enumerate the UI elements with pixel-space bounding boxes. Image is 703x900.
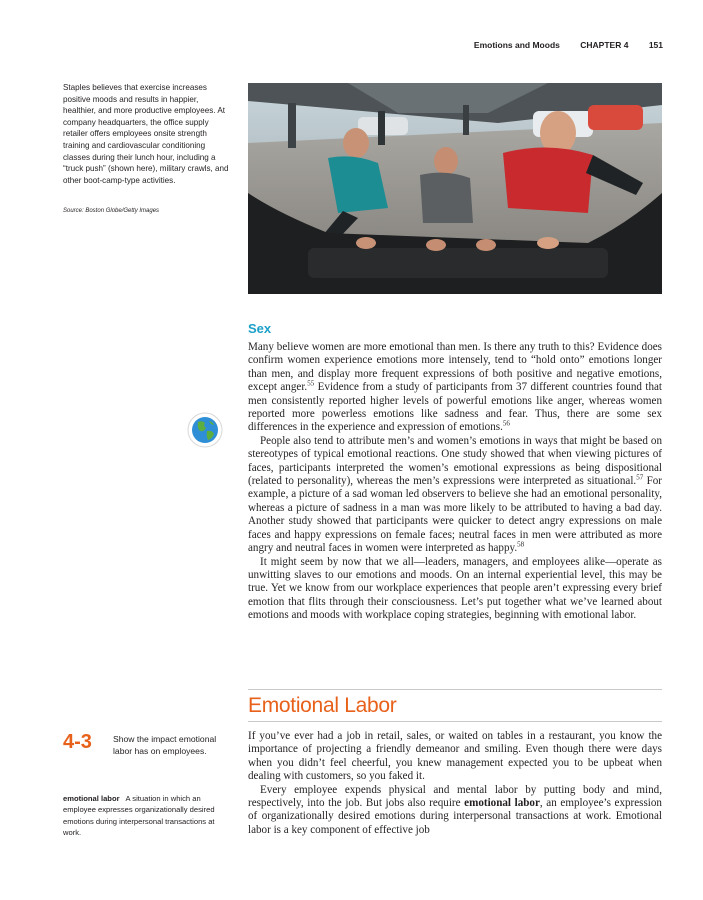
- running-header: [474, 40, 663, 50]
- paragraph: [248, 784, 662, 838]
- photo-source: Source: Boston Globe/Getty Images: [63, 208, 160, 214]
- paragraph: It might seem by now that we all—leaders, managers, and employees alike—operate as unwitting slaves to our emotions and moods. On an internal experiential level, this may be true. Yet we know from our workplace experiences that people aren’t expressing every brief emotion that flits through their consciousness. Let’s put together what we’ve learned about emotions and moods with workplace coping strategies, beginning with emotional labor.: [248, 555, 662, 622]
- learning-objective-number: 4-3: [63, 731, 92, 753]
- exercise-photo: [248, 83, 662, 294]
- page-number: 151: [648, 40, 663, 50]
- header-section-title: Emotions and Moods: [473, 40, 560, 50]
- photo-exercise-truck-push-icon: [248, 83, 662, 294]
- paragraph: [248, 341, 662, 435]
- header-chapter: CHAPTER 4: [580, 40, 629, 50]
- margin-glossary: [63, 793, 231, 839]
- section-divider: [248, 721, 662, 722]
- section-heading-sex: Sex: [248, 321, 272, 336]
- paragraph: If you’ve ever had a job in retail, sales, or waited on tables in a restaurant, you know the importance of projecting a friendly demeanor and smiling. Even though there were days when you didn’t feel cheerful, you knew management expected you to be upbeat when dealing with customers, so you faked it.: [248, 730, 662, 783]
- paragraph-text: Every employee expends physical and mental labor by putting body and mind, respectively, into the job. But jobs also require: [248, 783, 662, 810]
- sex-section-body: [248, 341, 662, 623]
- paragraph-text: For example, a picture of a sad woman led observers to believe she had an emotional personality, whereas a picture of sadness in a man was more likely to be attributed to having a bad day. Another study showed that participants were quicker to detect angry expressions on male faces and happy expressions on female faces; neutral faces in men were attributed as more angry and neutral faces in women were interpreted as happy.: [248, 475, 662, 555]
- key-term: emotional labor: [464, 797, 540, 810]
- footnote-ref: 55: [307, 379, 315, 388]
- photo-caption: Staples believes that exercise increases positive moods and results in happier, healthier, and more productive employees. At company headquarters, the office supply retailer offers employees onsite strength training and cardiovascular conditioning classes during their lunch hour, including a “truck push” (shown here), military crawls, and other boot-camp-type activities.: [63, 83, 229, 185]
- learning-objective-text: Show the impact emotional labor has on employees.: [113, 734, 217, 757]
- paragraph-text: , an employee’s expression of organizationally desired emotions during interpersonal transactions at work. Emotional labor is a key component of effective job: [248, 797, 662, 836]
- glossary-definition: A situation in which an employee expresses organizationally desired emotions during interpersonal transactions at work.: [63, 794, 215, 838]
- glossary-term: emotional labor: [63, 794, 120, 803]
- paragraph: [248, 435, 662, 556]
- paragraph-text: People also tend to attribute men’s and women’s emotions in ways that might be based on stereotypes of typical emotional reactions. One study showed that when viewing pictures of faces, participants interpreted the women’s emotional expressions as being dispositional (related to personality), whereas the men’s expressions were interpreted as situational.: [248, 434, 662, 488]
- footnote-ref: 58: [517, 540, 525, 549]
- emotional-labor-body: [248, 730, 662, 837]
- footnote-ref: 57: [636, 473, 644, 482]
- globe-icon: [187, 412, 223, 448]
- section-heading-emotional-labor: Emotional Labor: [248, 694, 397, 717]
- paragraph-text: Evidence from a study of participants from 37 different countries found that men consistently reported higher levels of powerful emotions like anger, whereas women reported more powerless emotions like sadness and fear. Thus, there are some sex differences in the experience and expression of emotions.: [248, 381, 662, 434]
- section-divider: [248, 689, 662, 690]
- footnote-ref: 56: [502, 419, 510, 428]
- paragraph-text: Many believe women are more emotional than men. Is there any truth to this? Evidence does confirm women experience emotions more intensely, tend to “hold onto” emotions longer than men, and display more frequent expressions of both positive and negative emotions, except anger.: [248, 341, 662, 394]
